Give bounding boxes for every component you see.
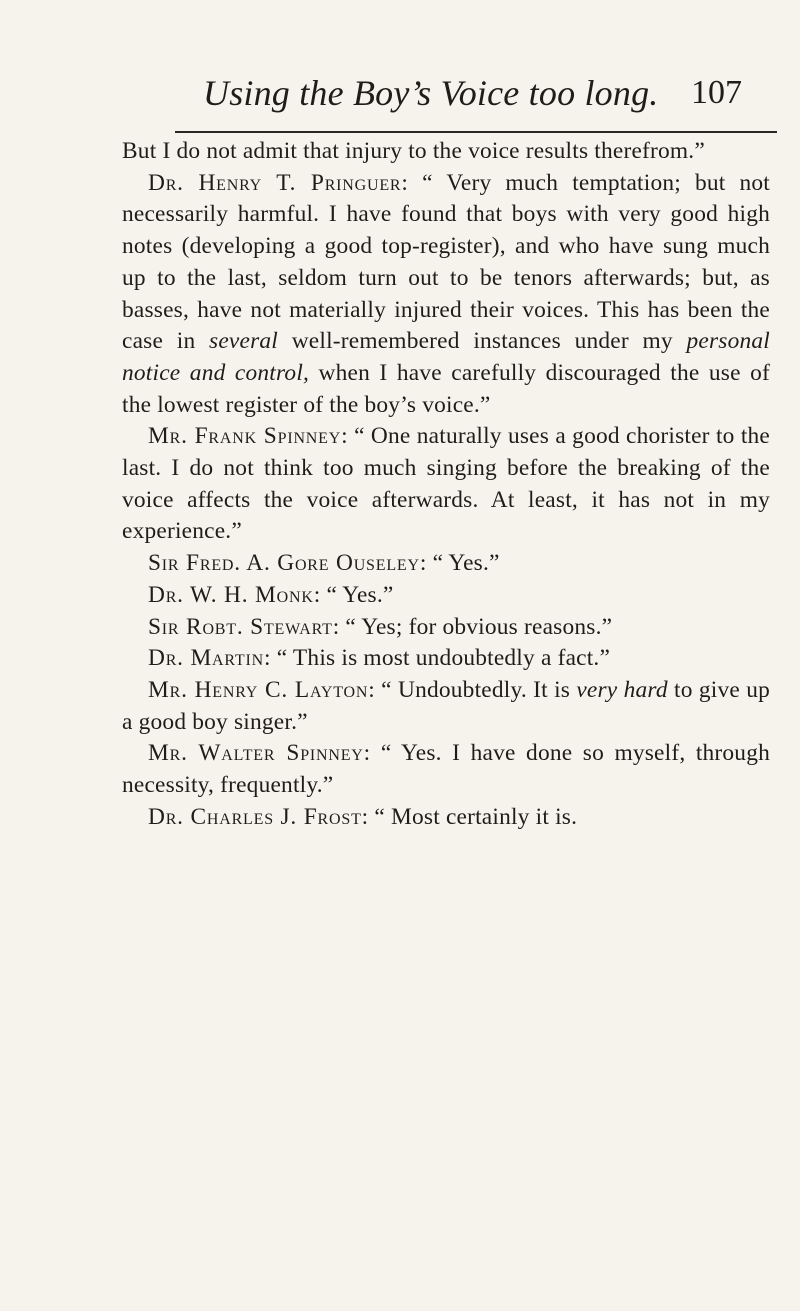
paragraph	[122, 738, 770, 801]
speaker-name: Sir Fred. A. Gore Ouseley	[148, 550, 420, 577]
paragraph-text: : “ One naturally uses a good chorister to the last. I do not think too much singing before the breaking of the voice affects the voice afterwards. At least, it has not in my experience.”	[122, 423, 770, 545]
speaker-name: Sir Robt. Stewart	[148, 613, 333, 640]
speaker-name: Dr. Charles J. Frost	[148, 803, 362, 830]
paragraph	[122, 675, 770, 738]
paragraph-text: : “ Yes. I have done so myself, through necessity, frequently.”	[122, 740, 770, 799]
paragraph	[122, 421, 770, 548]
paragraph-text: to give up a good boy singer.”	[122, 676, 771, 735]
paragraph-text: : “ Most certainly it is.	[361, 803, 578, 830]
paragraph-text: when I have carefully discouraged the use of the lowest register of the boy’s voice.”	[122, 359, 770, 418]
page-number: 107	[691, 74, 742, 111]
paragraph	[122, 580, 770, 612]
speaker-name: Dr. Martin	[148, 645, 264, 672]
speaker-name: Dr. W. H. Monk	[148, 581, 314, 608]
paragraph-text: : “ Yes; for obvious reasons.”	[332, 613, 613, 640]
body-text	[122, 136, 770, 833]
running-head: Using the Boy’s Voice too long.	[203, 73, 659, 113]
emphasis-text: personal notice and control,	[122, 328, 770, 386]
speaker-name: Dr. Henry T. Pringuer	[148, 169, 402, 196]
emphasis-text: several	[209, 328, 278, 355]
paragraph	[122, 643, 770, 675]
paragraph-text: : “ Very much temptation; but not necessarily harmful. I have found that boys with very good high notes (developing a good top-register), and who have sung much up to the last, seldom turn out to be tenors afterwards; but, as basses, have not materially injured their voices. This has been the case in	[122, 169, 771, 355]
emphasis-text: very hard	[576, 676, 668, 703]
speaker-name: Mr. Frank Spinney	[148, 423, 342, 450]
speaker-name: Mr. Walter Spinney	[148, 740, 364, 767]
paragraph-text: : “ Yes.”	[313, 581, 394, 608]
paragraph-text: But I do not admit that injury to the voice results therefrom.”	[122, 138, 705, 164]
paragraph-text: : “ This is most undoubtedly a fact.”	[263, 645, 611, 672]
paragraph	[122, 612, 770, 644]
page-header	[0, 70, 800, 116]
paragraph-text: : “ Undoubtedly. It is	[368, 676, 577, 703]
paragraph-text: : “ Yes.”	[419, 550, 500, 577]
paragraph	[122, 168, 770, 422]
paragraph	[122, 548, 770, 580]
paragraph	[122, 802, 770, 834]
paragraph	[122, 136, 770, 168]
speaker-name: Mr. Henry C. Layton	[148, 676, 369, 703]
header-rule	[175, 131, 777, 133]
paragraph-text: well-remembered instances under my	[278, 328, 687, 355]
